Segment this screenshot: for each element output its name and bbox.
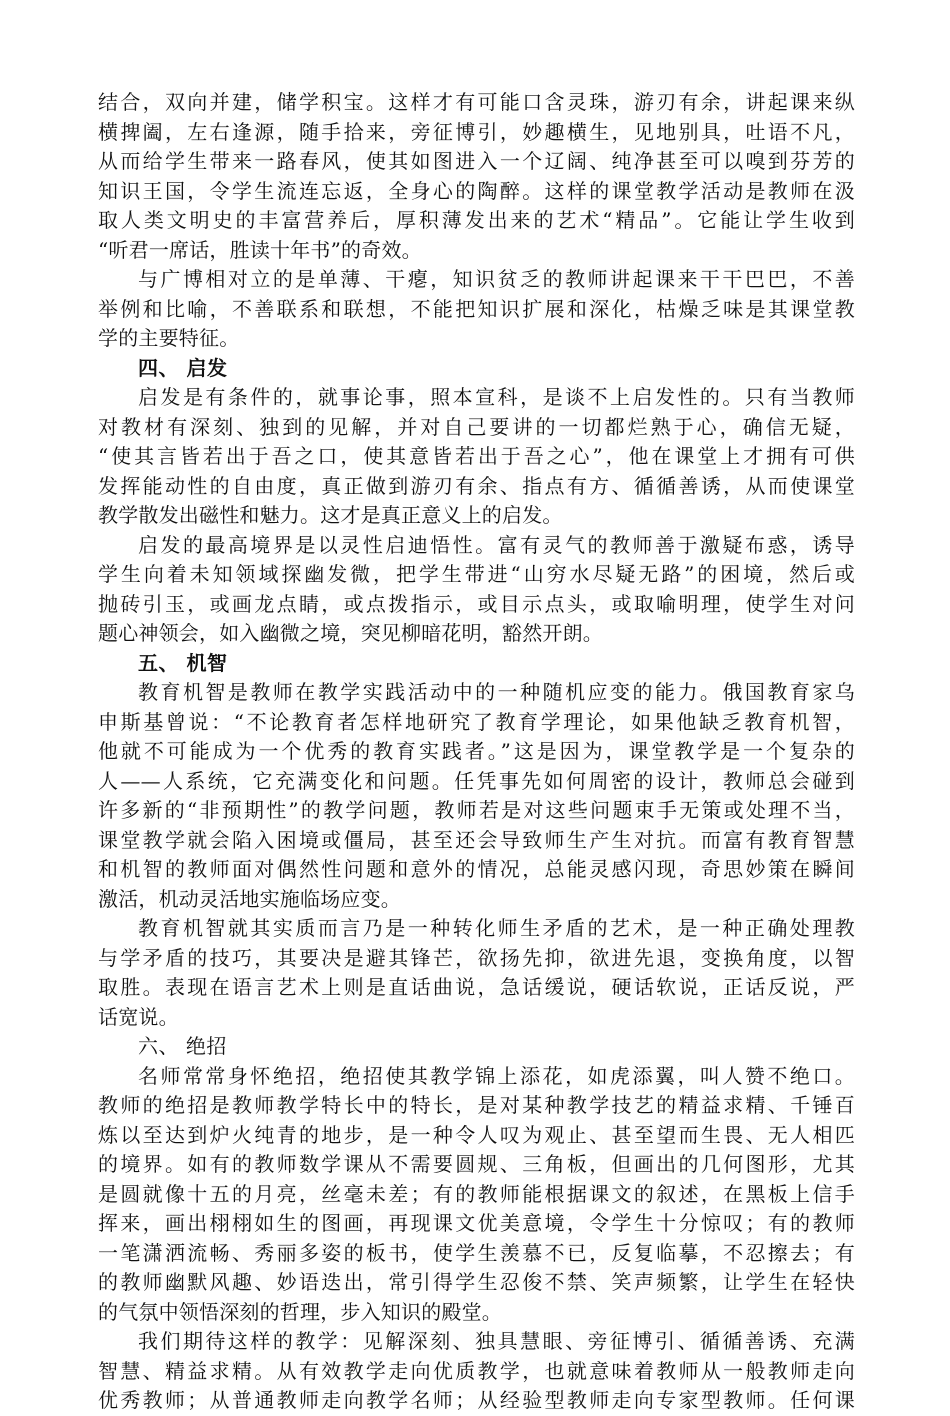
text-line: 学生向着未知领域探幽发微，把学生带进“山穷水尽疑无路”的困境，然后或: [98, 562, 855, 586]
text-line: 教学散发出磁性和魅力。这才是真正意义上的启发。: [98, 503, 563, 527]
text-line: 是圆就像十五的月亮，丝毫未差；有的教师能根据课文的叙述，在黑板上信手: [98, 1181, 855, 1206]
text-line: 教育机智是教师在教学实践活动中的一种随机应变的能力。俄国教育家乌: [138, 680, 855, 704]
text-line: 的境界。如有的教师数学课从不需要圆规、三角板，但画出的几何图形，尤其: [98, 1152, 855, 1176]
text-line: 启发的最高境界是以灵性启迪悟性。富有灵气的教师善于激疑布惑，诱导: [138, 532, 855, 557]
text-line: 取胜。表现在语言艺术上则是直话曲说，急话缓说，硬话软说，正话反说，严: [98, 975, 855, 999]
text-line: 和机智的教师面对偶然性问题和意外的情况，总能灵感闪现，奇思妙策在瞬间: [98, 857, 855, 881]
text-line: 举例和比喻，不善联系和联想，不能把知识扩展和深化，枯燥乏味是其课堂教: [98, 296, 855, 321]
text-line: 挥来，画出栩栩如生的图画，再现课文优美意境，令学生十分惊叹；有的教师: [98, 1211, 855, 1235]
text-line: 人——人系统，它充满变化和问题。任凭事先如何周密的设计，教师总会碰到: [98, 768, 855, 793]
text-line: 的气氛中领悟深刻的哲理，步入知识的殿堂。: [98, 1299, 502, 1324]
text-line: 横捭阖，左右逢源，随手拾来，旁征博引，妙趣横生，见地别具，吐语不凡，: [98, 119, 855, 144]
text-line: “使其言皆若出于吾之口，使其意皆若出于吾之心”，他在课堂上才拥有可供: [98, 444, 855, 468]
text-line: 教育机智就其实质而言乃是一种转化师生矛盾的艺术，是一种正确处理教: [138, 916, 855, 940]
text-line: 启发是有条件的，就事论事，照本宣科，是谈不上启发性的。只有当教师: [138, 385, 855, 409]
text-line: 取人类文明史的丰富营养后，厚积薄发出来的艺术“精品”。它能让学生收到: [98, 208, 855, 232]
text-line: 话宽说。: [98, 1004, 179, 1029]
text-line: 抛砖引玉，或画龙点睛，或点拨指示，或目示点头，或取喻明理，使学生对问: [98, 591, 855, 616]
text-line: 从而给学生带来一路春风，使其如图进入一个辽阔、纯净甚至可以嗅到芬芳的: [98, 149, 855, 173]
text-line: 申斯基曾说：“不论教育者怎样地研究了教育学理论，如果他缺乏教育机智，: [98, 709, 855, 734]
section-heading: 五、 机智: [138, 650, 228, 675]
section-heading: 四、 启发: [138, 355, 228, 380]
text-line: 题心神领会，如入幽微之境，突见柳暗花明，豁然开朗。: [98, 621, 603, 645]
text-line: 智慧、精益求精。从有效教学走向优质教学，也就意味着教师从一般教师走向: [98, 1358, 855, 1383]
section-heading: 六、 绝招: [138, 1034, 227, 1058]
text-line: “听君一席话，胜读十年书”的奇效。: [98, 237, 422, 262]
text-line: 许多新的“非预期性”的教学问题，教师若是对这些问题束手无策或处理不当，: [98, 798, 855, 822]
text-line: 一笔潇洒流畅、秀丽多姿的板书，使学生羡慕不已，反复临摹，不忍擦去；有: [98, 1240, 855, 1265]
text-line: 发挥能动性的自由度，真正做到游刃有余、指点有方、循循善诱，从而使课堂: [98, 473, 855, 498]
text-line: 他就不可能成为一个优秀的教育实践者。”这是因为，课堂教学是一个复杂的: [98, 739, 855, 763]
text-line: 与广博相对立的是单薄、干瘪，知识贫乏的教师讲起课来干干巴巴，不善: [138, 267, 855, 291]
text-line: 学的主要特征。: [98, 326, 240, 350]
text-line: 课堂教学就会陷入困境或僵局，甚至还会导致师生产生对抗。而富有教育智慧: [98, 827, 855, 852]
text-line: 名师常常身怀绝招，绝招使其教学锦上添花，如虎添翼，叫人赞不绝口。: [138, 1063, 855, 1088]
text-line: 结合，双向并建，储学积宝。这样才有可能口含灵珠，游刃有余，讲起课来纵: [98, 90, 855, 114]
text-line: 优秀教师；从普通教师走向教学名师；从经验型教师走向专家型教师。任何课: [98, 1388, 855, 1412]
text-line: 的教师幽默风趣、妙语迭出，常引得学生忍俊不禁、笑声频繁，让学生在轻快: [98, 1270, 855, 1294]
text-line: 对教材有深刻、独到的见解，并对自己要讲的一切都烂熟于心，确信无疑，: [98, 414, 855, 439]
text-line: 知识王国，令学生流连忘返，全身心的陶醉。这样的课堂教学活动是教师在汲: [98, 178, 855, 203]
document-body: [98, 88, 855, 1416]
text-line: 教师的绝招是教师教学特长中的特长，是对某种教学技艺的精益求精、千锤百: [98, 1093, 855, 1117]
text-line: 激活，机动灵活地实施临场应变。: [98, 886, 401, 911]
text-line: 与学矛盾的技巧，其要决是避其锋芒，欲扬先抑，欲进先退，变换角度，以智: [98, 945, 855, 970]
text-line: 我们期待这样的教学：见解深刻、独具慧眼、旁征博引、循循善诱、充满: [138, 1329, 855, 1353]
text-line: 炼以至达到炉火纯青的地步，是一种令人叹为观止、甚至望而生畏、无人相匹: [98, 1122, 855, 1147]
